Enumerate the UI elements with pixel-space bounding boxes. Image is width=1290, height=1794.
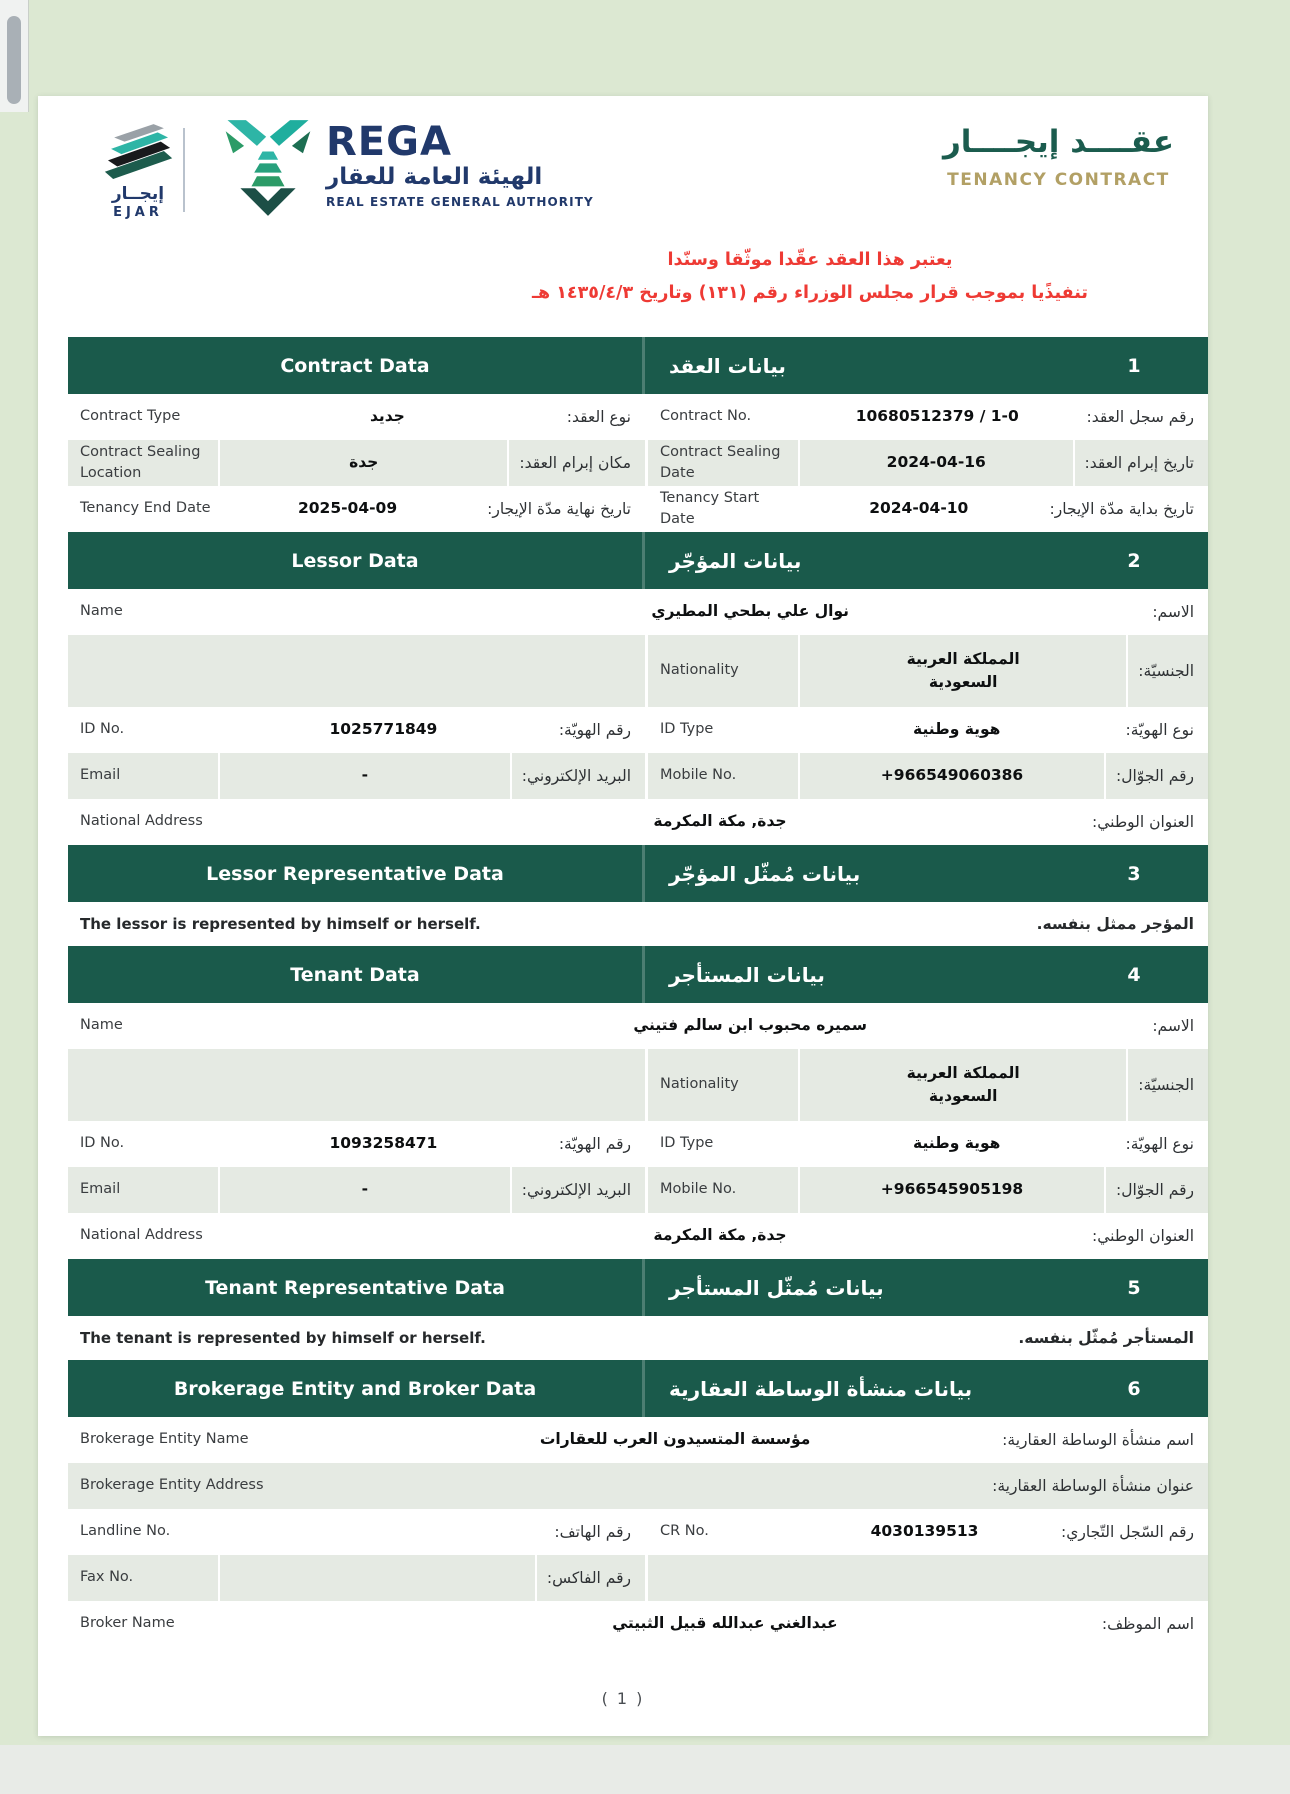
table-row bbox=[68, 1167, 1208, 1213]
field-value: عبدالغني عبدالله قبيل الثبيتي bbox=[358, 1601, 1092, 1647]
section-number: 5 bbox=[1127, 1276, 1141, 1299]
field-label-ar: الجنسيّة: bbox=[1128, 635, 1208, 707]
field-label-ar: رقم سجل العقد: bbox=[1076, 394, 1208, 440]
field-value: نوال علي بطحي المطيري bbox=[358, 589, 1142, 635]
document-title-english: TENANCY CONTRACT bbox=[947, 170, 1170, 190]
legal-notice-line1: يعتبر هذا العقد عقّدا موثّقا وسنّدا bbox=[667, 250, 953, 270]
section-title-ar: بيانات مُمثّل المستأجر bbox=[669, 1275, 884, 1300]
row-right-half bbox=[648, 440, 1208, 486]
legal-notice-line2: تنفيذًيا بموجب قرار مجلس الوزراء رقم (١٣١) وتاريخ ١٤٣٥/٤/٣ هـ bbox=[532, 283, 1088, 303]
field-label-ar: رقم الهاتف: bbox=[544, 1509, 645, 1555]
field-label-en: Nationality bbox=[648, 635, 798, 707]
field-label-en: Tenancy Start Date bbox=[648, 486, 798, 532]
section-title-ar: بيانات المستأجر bbox=[669, 962, 825, 987]
field-value: سميره محبوب ابن سالم فتيني bbox=[358, 1003, 1142, 1049]
field-label-en: ID Type bbox=[648, 707, 798, 753]
table-row bbox=[68, 1213, 1208, 1259]
row-left-half bbox=[68, 1121, 645, 1167]
field-value: 2024-04-10 bbox=[800, 486, 1038, 532]
section-title-en: Tenant Data bbox=[68, 946, 645, 1003]
row-left-half bbox=[68, 486, 645, 532]
scrollbar-track bbox=[0, 0, 29, 112]
field-label-en: ID No. bbox=[68, 707, 218, 753]
section-number: 6 bbox=[1127, 1377, 1141, 1400]
field-label-en: Email bbox=[68, 753, 218, 799]
row-right-half-empty bbox=[648, 1555, 1208, 1601]
rega-palm-icon bbox=[222, 120, 314, 216]
table-row bbox=[68, 1463, 1208, 1509]
section-title-ar: بيانات المؤجّر bbox=[669, 548, 802, 573]
field-label-ar: اسم الموظف: bbox=[1092, 1601, 1208, 1647]
row-right-half bbox=[648, 1049, 1208, 1121]
field-label-en: Landline No. bbox=[68, 1509, 218, 1555]
row-left-half bbox=[68, 1167, 645, 1213]
nationality-value: المملكة العربية السعودية bbox=[906, 1063, 1020, 1105]
field-label-ar: اسم منشأة الوساطة العقارية: bbox=[992, 1417, 1208, 1463]
section-title-en: Brokerage Entity and Broker Data bbox=[68, 1360, 645, 1417]
field-value bbox=[220, 1509, 542, 1555]
section-number: 1 bbox=[1127, 354, 1141, 377]
field-value: مؤسسة المتسيدون العرب للعقارات bbox=[358, 1417, 992, 1463]
section-title-ar: بيانات منشأة الوساطة العقارية bbox=[669, 1376, 973, 1401]
table-row bbox=[68, 1601, 1208, 1647]
field-label-en: Fax No. bbox=[68, 1555, 218, 1601]
table-row bbox=[68, 1509, 1208, 1555]
representation-note-en: The tenant is represented by himself or herself. bbox=[80, 1329, 486, 1347]
representation-note-ar: المؤجر ممثل بنفسه. bbox=[1036, 915, 1194, 933]
field-value: 10680512379 / 1-0 bbox=[800, 394, 1074, 440]
field-label-ar: الاسم: bbox=[1142, 589, 1208, 635]
field-label-en: Contract Sealing Location bbox=[68, 440, 218, 486]
field-value: +966549060386 bbox=[800, 753, 1104, 799]
row-right-half bbox=[648, 1167, 1208, 1213]
field-label-en: Email bbox=[68, 1167, 218, 1213]
field-value: - bbox=[220, 1167, 510, 1213]
row-right-half bbox=[648, 707, 1208, 753]
contract-sections bbox=[68, 337, 1208, 1647]
rega-wordmark: REGA bbox=[326, 119, 452, 165]
document-title-arabic: عقــــد إيجــــار bbox=[942, 124, 1174, 160]
table-row bbox=[68, 394, 1208, 440]
section-header-1 bbox=[68, 337, 1208, 394]
table-row bbox=[68, 1316, 1208, 1360]
row-left-half bbox=[68, 1049, 645, 1121]
field-value: 2025-04-09 bbox=[220, 486, 475, 532]
table-row bbox=[68, 1555, 1208, 1601]
table-row bbox=[68, 707, 1208, 753]
field-value: 2024-04-16 bbox=[800, 440, 1073, 486]
representation-note-en: The lessor is represented by himself or herself. bbox=[80, 915, 481, 933]
section-title-en: Contract Data bbox=[68, 337, 645, 394]
field-label-ar: الاسم: bbox=[1142, 1003, 1208, 1049]
field-value: هوية وطنية bbox=[800, 1121, 1113, 1167]
logo-divider bbox=[183, 128, 185, 212]
field-label-ar: العنوان الوطني: bbox=[1082, 799, 1208, 845]
field-value: جدة, مكة المكرمة bbox=[358, 799, 1082, 845]
field-value: 1093258471 bbox=[220, 1121, 547, 1167]
field-label-en: Broker Name bbox=[68, 1601, 358, 1647]
table-row bbox=[68, 1003, 1208, 1049]
section-title-en: Tenant Representative Data bbox=[68, 1259, 645, 1316]
row-left-half bbox=[68, 635, 645, 707]
table-row bbox=[68, 440, 1208, 486]
field-label-en: CR No. bbox=[648, 1509, 798, 1555]
section-title-ar: بيانات العقد bbox=[669, 353, 786, 378]
field-value: 1025771849 bbox=[220, 707, 547, 753]
scrollbar-thumb[interactable] bbox=[7, 16, 21, 104]
field-label-en: Contract No. bbox=[648, 394, 798, 440]
field-label-en: Contract Type bbox=[68, 394, 218, 440]
field-label-ar: نوع الهويّة: bbox=[1115, 1121, 1208, 1167]
table-row bbox=[68, 1417, 1208, 1463]
field-label-ar: نوع الهويّة: bbox=[1115, 707, 1208, 753]
field-label-en: Mobile No. bbox=[648, 753, 798, 799]
table-row bbox=[68, 753, 1208, 799]
field-label-ar: الجنسيّة: bbox=[1128, 1049, 1208, 1121]
section-number: 4 bbox=[1127, 963, 1141, 986]
field-value: جديد bbox=[220, 394, 555, 440]
nationality-value: المملكة العربية السعودية bbox=[906, 649, 1020, 691]
empty-cell bbox=[68, 1049, 645, 1121]
row-right-half bbox=[648, 635, 1208, 707]
document-title bbox=[943, 124, 1174, 190]
field-label-ar: البريد الإلكتروني: bbox=[512, 753, 645, 799]
rega-arabic-name: الهيئة العامة للعقار bbox=[326, 164, 543, 190]
field-label-en: Name bbox=[68, 1003, 358, 1049]
row-left-half bbox=[68, 440, 645, 486]
section-header-6 bbox=[68, 1360, 1208, 1417]
section-number: 3 bbox=[1127, 862, 1141, 885]
rega-english-name: REAL ESTATE GENERAL AUTHORITY bbox=[326, 194, 594, 209]
ejar-stripes-icon bbox=[99, 122, 177, 180]
row-left-half bbox=[68, 753, 645, 799]
ejar-arabic-label: إيجــار bbox=[111, 184, 165, 204]
section-title-ar: بيانات مُمثّل المؤجّر bbox=[669, 861, 861, 886]
legal-notice bbox=[430, 244, 1190, 310]
field-label-ar: مكان إبرام العقد: bbox=[509, 440, 645, 486]
empty-cell bbox=[68, 635, 645, 707]
field-label-en: Nationality bbox=[648, 1049, 798, 1121]
row-right-half bbox=[648, 394, 1208, 440]
table-row bbox=[68, 1121, 1208, 1167]
field-label-ar: نوع العقد: bbox=[557, 394, 645, 440]
field-label-ar: العنوان الوطني: bbox=[1082, 1213, 1208, 1259]
field-value: جدة bbox=[220, 440, 507, 486]
row-left-half bbox=[68, 1509, 645, 1555]
section-header-4 bbox=[68, 946, 1208, 1003]
field-label-en: ID No. bbox=[68, 1121, 218, 1167]
field-label-ar: رقم الجوّال: bbox=[1106, 753, 1208, 799]
section-title-en: Lessor Representative Data bbox=[68, 845, 645, 902]
row-left-half bbox=[68, 1555, 645, 1601]
field-value: 4030139513 bbox=[800, 1509, 1049, 1555]
row-right-half bbox=[648, 486, 1208, 532]
row-left-half bbox=[68, 707, 645, 753]
row-left-half bbox=[68, 394, 645, 440]
field-value bbox=[220, 1555, 535, 1601]
field-label-ar: تاريخ إبرام العقد: bbox=[1075, 440, 1208, 486]
field-label-en: Mobile No. bbox=[648, 1167, 798, 1213]
field-label-en: Name bbox=[68, 589, 358, 635]
section-header-3 bbox=[68, 845, 1208, 902]
table-row bbox=[68, 486, 1208, 532]
field-label-ar: عنوان منشأة الوساطة العقارية: bbox=[982, 1463, 1208, 1509]
representation-note-ar: المستأجر مُمثّل بنفسه. bbox=[1018, 1329, 1194, 1347]
field-label-ar: رقم الهويّة: bbox=[549, 1121, 645, 1167]
section-header-5 bbox=[68, 1259, 1208, 1316]
section-header-2 bbox=[68, 532, 1208, 589]
section-number: 2 bbox=[1127, 549, 1141, 572]
field-value: جدة, مكة المكرمة bbox=[358, 1213, 1082, 1259]
rega-logo bbox=[222, 120, 594, 216]
field-value: هوية وطنية bbox=[800, 707, 1113, 753]
field-label-ar: رقم الهويّة: bbox=[549, 707, 645, 753]
field-value bbox=[800, 635, 1126, 707]
field-label-ar: رقم السّجل التّجاري: bbox=[1051, 1509, 1208, 1555]
field-label-ar: البريد الإلكتروني: bbox=[512, 1167, 645, 1213]
page-number: ( 1 ) bbox=[601, 1689, 645, 1708]
field-label-en: Brokerage Entity Name bbox=[68, 1417, 358, 1463]
field-value bbox=[358, 1463, 982, 1509]
field-label-ar: تاريخ نهاية مدّة الإيجار: bbox=[477, 486, 645, 532]
field-label-ar: رقم الفاكس: bbox=[537, 1555, 645, 1601]
field-label-en: Tenancy End Date bbox=[68, 486, 218, 532]
field-label-ar: رقم الجوّال: bbox=[1106, 1167, 1208, 1213]
table-row bbox=[68, 635, 1208, 707]
rega-text-block bbox=[326, 120, 594, 216]
section-title-en: Lessor Data bbox=[68, 532, 645, 589]
ejar-logo bbox=[90, 122, 186, 220]
field-value bbox=[800, 1049, 1126, 1121]
field-label-ar: تاريخ بداية مدّة الإيجار: bbox=[1040, 486, 1208, 532]
field-label-en: National Address bbox=[68, 799, 358, 845]
table-row bbox=[68, 799, 1208, 845]
field-label-en: ID Type bbox=[648, 1121, 798, 1167]
contract-page bbox=[38, 96, 1208, 1736]
table-row bbox=[68, 1049, 1208, 1121]
field-label-en: Contract Sealing Date bbox=[648, 440, 798, 486]
ejar-latin-label: EJAR bbox=[113, 205, 163, 220]
field-value: +966545905198 bbox=[800, 1167, 1104, 1213]
table-row bbox=[68, 902, 1208, 946]
row-right-half bbox=[648, 1509, 1208, 1555]
document-header bbox=[38, 96, 1208, 337]
field-label-en: National Address bbox=[68, 1213, 358, 1259]
viewer-bottom-strip bbox=[0, 1745, 1290, 1794]
field-label-en: Brokerage Entity Address bbox=[68, 1463, 358, 1509]
row-right-half bbox=[648, 753, 1208, 799]
row-right-half bbox=[648, 1121, 1208, 1167]
table-row bbox=[68, 589, 1208, 635]
field-value: - bbox=[220, 753, 510, 799]
